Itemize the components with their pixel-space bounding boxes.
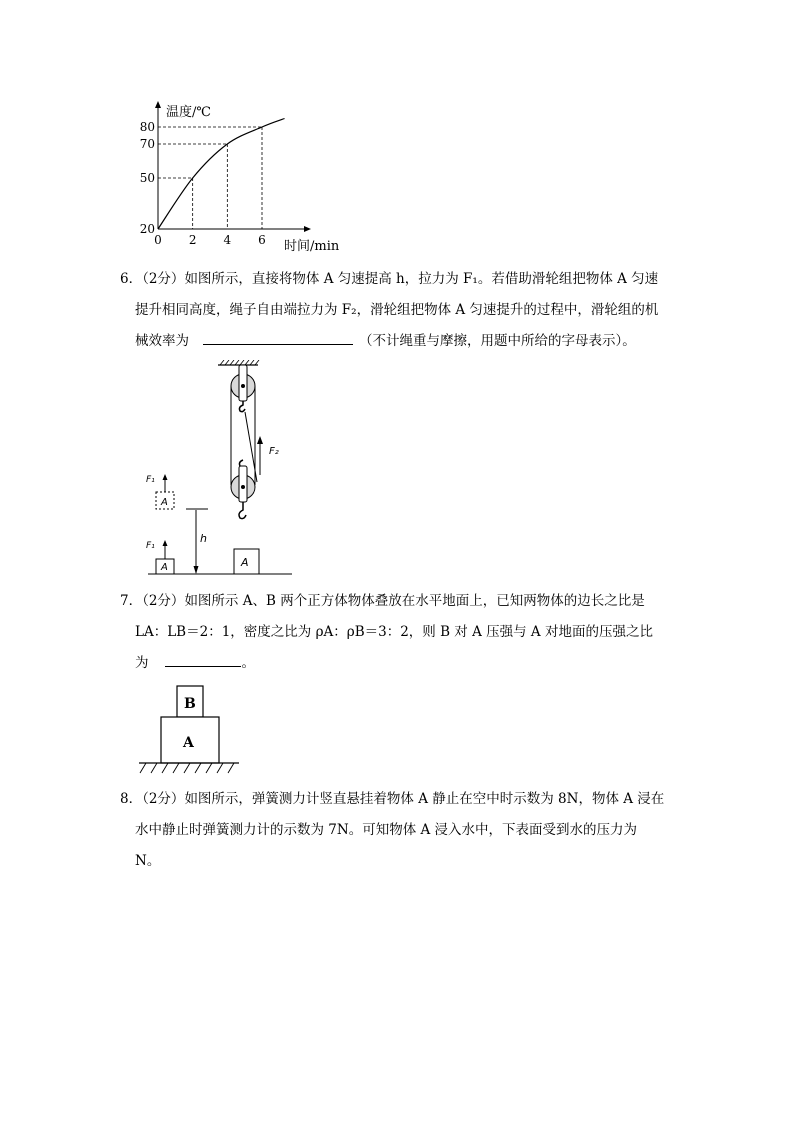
x-tick-label: 0 <box>154 233 162 247</box>
y-tick-label: 50 <box>139 171 155 185</box>
q6-line3b: （不计绳重与摩擦，用题中所给的字母表示）。 <box>359 333 636 349</box>
q6-answer-blank[interactable] <box>203 332 353 345</box>
q7-line2: LA：LB＝2：1，密度之比为 ρA：ρB＝3：2，则 B 对 A 压强与 A 对地面的压强之比 <box>135 624 653 640</box>
q7-line3b: 。 <box>241 655 255 671</box>
q8-line2: 水中静止时弹簧测力计的示数为 7N。可知物体 A 浸入水中，下表面受到水的压力为 <box>135 822 638 838</box>
block-a-label: A <box>241 556 249 569</box>
q8-score: （2分） <box>142 791 185 807</box>
q7-line1: 如图所示 A、B 两个正方体物体叠放在水平地面上，已知两物体的边长之比是 <box>184 593 645 609</box>
q7-line3a: 为 <box>135 655 149 671</box>
stacked-blocks-figure <box>136 682 246 777</box>
temperature-curve <box>158 119 285 230</box>
block-a-ground-label: A <box>161 562 168 573</box>
question-6 <box>120 264 680 357</box>
fixed-pulley <box>231 365 255 412</box>
y-tick-label: 80 <box>139 120 155 134</box>
q6-line2: 提升相同高度，绳子自由端拉力为 F₂，滑轮组把物体 A 匀速提升的过程中，滑轮组的机 <box>135 302 659 318</box>
q6-number: 6． <box>120 271 143 287</box>
x-tick-label: 2 <box>188 233 197 247</box>
f1-upper-label: F₁ <box>146 475 155 485</box>
y-tick-label: 20 <box>139 222 155 236</box>
q7-answer-blank[interactable] <box>165 654 241 667</box>
x-tick-label: 6 <box>258 233 266 247</box>
q7-number: 7． <box>120 593 143 609</box>
q8-line3: N。 <box>135 853 161 869</box>
q6-score: （2分） <box>142 271 185 287</box>
temperature-time-graph <box>130 98 360 258</box>
q6-line3a: 械效率为 <box>135 333 189 349</box>
dashed-guides <box>158 127 262 229</box>
f2-label: F₂ <box>269 446 279 457</box>
q8-number: 8． <box>120 791 143 807</box>
q8-line1: 如图所示，弹簧测力计竖直悬挂着物体 A 静止在空中时示数为 8N，物体 A 浸在 <box>184 791 665 807</box>
block-a-raised-label: A <box>161 497 168 508</box>
block-a-label: A <box>183 735 194 751</box>
movable-pulley <box>231 460 255 519</box>
y-tick-label: 70 <box>139 137 155 151</box>
block-b-label: B <box>184 696 196 712</box>
f1-lower-label: F₁ <box>146 541 155 551</box>
pulley-figure <box>140 360 300 580</box>
h-label: h <box>200 532 207 545</box>
question-8 <box>120 784 680 877</box>
y-axis-label: 温度/℃ <box>166 105 211 120</box>
question-7 <box>120 586 680 679</box>
x-axis-label: 时间/min <box>284 239 340 254</box>
q7-score: （2分） <box>142 593 185 609</box>
x-tick-label: 4 <box>223 233 232 247</box>
q6-line1: 如图所示，直接将物体 A 匀速提高 h，拉力为 F₁。若借助滑轮组把物体 A 匀速 <box>184 271 659 287</box>
